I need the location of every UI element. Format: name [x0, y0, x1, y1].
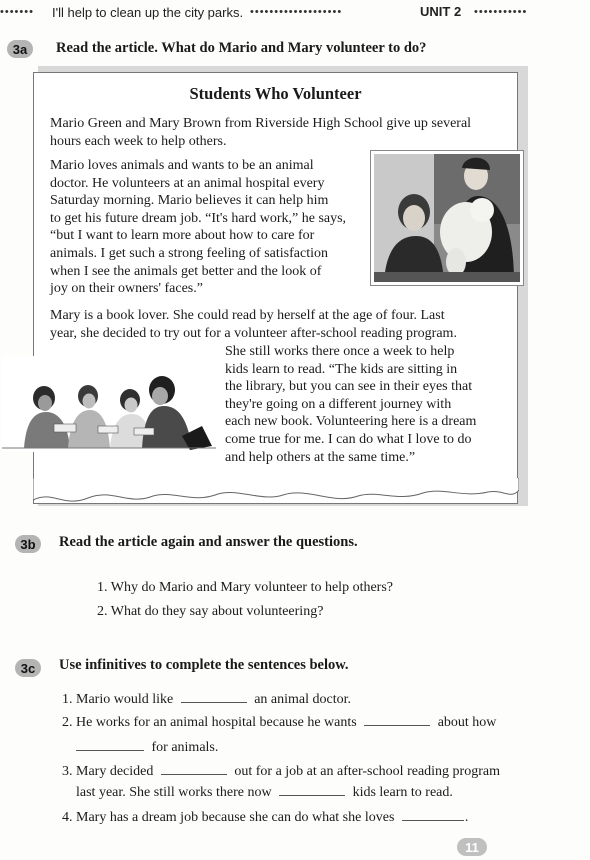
sentence-1-start: 1. Mario would like — [62, 692, 174, 707]
article-intro-paragraph — [50, 115, 471, 150]
mario-line: Mario loves animals and wants to be an animal — [50, 158, 314, 173]
blank-2a[interactable] — [364, 713, 430, 726]
section-3a-instruction: Read the article. What do Mario and Mary volunteer to do? — [56, 40, 427, 56]
mary-side-line: they're going on a different journey with — [225, 396, 452, 412]
sentence-2-end: for animals. — [151, 740, 219, 755]
blank-2b[interactable] — [76, 738, 144, 751]
section-3c-badge: 3c — [15, 659, 41, 677]
mario-line: when I see the animals get better and the look of — [50, 263, 322, 279]
sentence-3-mid2: last year. She still works there now — [76, 785, 272, 800]
sentence-2-continued — [76, 738, 218, 756]
sentence-3-end: kids learn to read. — [352, 785, 453, 800]
section-3b-badge: 3b — [15, 535, 41, 553]
sentence-3-continued — [76, 783, 453, 801]
blank-3b[interactable] — [279, 783, 345, 796]
mary-line: Mary is a book lover. She could read by herself at the age of four. Last — [50, 308, 445, 323]
sentence-2 — [62, 713, 496, 731]
section-3a-badge: 3a — [7, 40, 33, 58]
mary-side-line: come true for me. I can do what I love to do — [225, 431, 472, 447]
unit-label: UNIT 2 — [420, 4, 462, 19]
sentence-3-mid: out for a job at an after-school reading program — [234, 764, 500, 779]
sentence-2-start: 2. He works for an animal hospital because he wants — [62, 715, 357, 730]
kids-reading-photo — [2, 356, 216, 452]
mario-line: doctor. He volunteers at an animal hospital every — [50, 175, 325, 191]
question-2: 2. What do they say about volunteering? — [97, 604, 324, 619]
sentence-3-start: 3. Mary decided — [62, 764, 154, 779]
section-3c-instruction: Use infinitives to complete the sentences below. — [59, 657, 349, 673]
sentence-1 — [62, 690, 351, 708]
header-dots-right: ••••••••••• — [474, 6, 528, 18]
mary-side-line: each new book. Volunteering here is a dream — [225, 414, 477, 430]
mario-line: animals. I get such a strong feeling of satisfaction — [50, 245, 328, 261]
mary-side-line: kids learn to read. “The kids are sitting in — [225, 361, 458, 377]
mario-line: to get his future dream job. “It's hard work,” he says, — [50, 210, 347, 226]
mary-side-line: the library, but you can see in their eyes that — [225, 379, 473, 395]
article-mario-paragraph — [50, 157, 346, 298]
mario-line: Saturday morning. Mario believes it can help him — [50, 193, 329, 209]
header-dots-middle: ••••••••••••••••••• — [250, 6, 343, 18]
blank-3a[interactable] — [161, 762, 227, 775]
article-title: Students Who Volunteer — [189, 84, 362, 103]
section-3b-instruction: Read the article again and answer the questions. — [59, 534, 358, 550]
vet-dog-photo — [370, 150, 524, 286]
header-dots-left: ••••••• — [0, 6, 34, 18]
page-number-badge: 11 — [457, 838, 487, 856]
lesson-title: I'll help to clean up the city parks. — [52, 5, 244, 20]
torn-paper-edge — [33, 478, 519, 514]
sentence-4-end: . — [464, 810, 469, 825]
article-mary-paragraph — [50, 307, 457, 342]
sentence-3 — [62, 762, 500, 780]
question-1: 1. Why do Mario and Mary volunteer to help others? — [97, 580, 394, 595]
sentence-1-end: an animal doctor. — [254, 692, 352, 707]
mary-line: year, she decided to try out for a volunteer after-school reading program. — [50, 325, 457, 341]
blank-1[interactable] — [181, 690, 247, 703]
sentence-4-start: 4. Mary has a dream job because she can do what she loves — [62, 810, 395, 825]
mary-side-line: and help others at the same time.” — [225, 449, 416, 465]
mario-line: joy on their owners' faces.” — [50, 281, 203, 297]
blank-4[interactable] — [402, 808, 464, 821]
mary-side-line: She still works there once a week to help — [225, 344, 455, 359]
sentence-4 — [62, 808, 468, 826]
mario-line: “but I want to learn more about how to care for — [50, 228, 315, 244]
intro-line: Mario Green and Mary Brown from Riverside High School give up several — [50, 116, 472, 131]
article-mary-side-text — [225, 343, 476, 466]
sentence-2-mid: about how — [437, 715, 497, 730]
intro-line: hours each week to help others. — [50, 133, 227, 149]
